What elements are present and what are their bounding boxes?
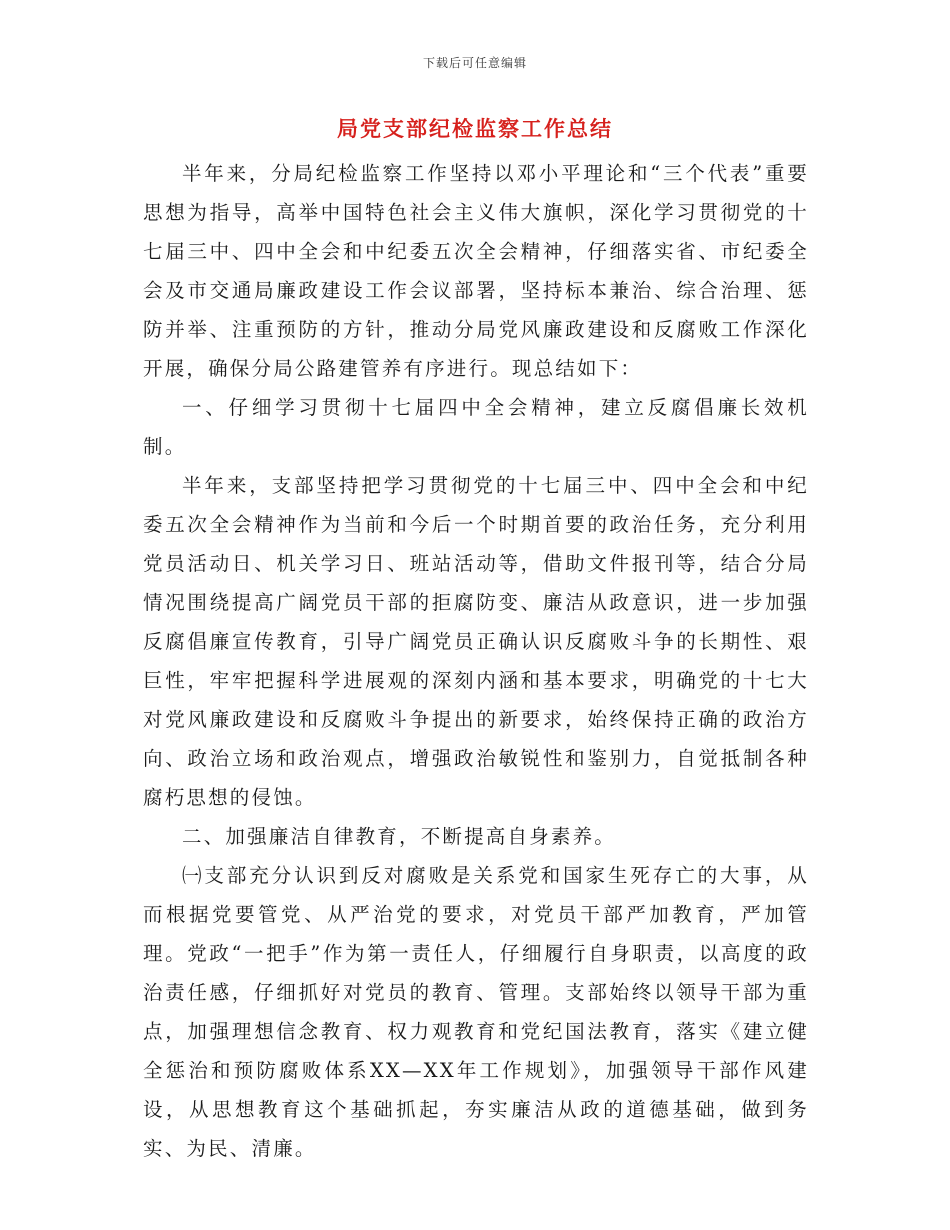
document-body: [143, 154, 809, 1168]
paragraph-section-1: 半年来，支部坚持把学习贯彻党的十七届三中、四中全会和中纪委五次全会精神作为当前和今后一个时期首要的政治任务，充分利用党员活动日、机关学习日、班站活动等，借助文件报刊等，结合分局情况围绕提高广阔党员干部的拒腐防变、廉洁从政意识，进一步加强反腐倡廉宣传教育，引导广阔党员正确认识反腐败斗争的长期性、艰巨性，牢牢把握科学进展观的深刻内涵和基本要求，明确党的十七大对党风廉政建设和反腐败斗争提出的新要求，始终保持正确的政治方向、政治立场和政治观点，增强政治敏锐性和鉴别力，自觉抵制各种腐朽思想的侵蚀。: [143, 474, 809, 809]
section-heading-2: 二、加强廉洁自律教育，不断提高自身素养。: [182, 825, 617, 848]
paragraph-section-2-item-1: ㈠支部充分认识到反对腐败是关系党和国家生死存亡的大事，从而根据党要管党、从严治党的要求，对党员干部严加教育，严加管理。党政“一把手”作为第一责任人，仔细履行自身职责，以高度的政治责任感，仔细抓好对党员的教育、管理。支部始终以领导干部为重点，加强理想信念教育、权力观教育和党纪国法教育，落实《建立健全惩治和预防腐败体系XX—XX年工作规划》，加强领导干部作风建设，从思想教育这个基础抓起，夯实廉洁从政的道德基础，做到务实、为民、清廉。: [143, 864, 809, 1160]
document-title: 局党支部纪检监察工作总结: [337, 117, 613, 141]
section-heading-1: 一、仔细学习贯彻十七届四中全会精神，建立反腐倡廉长效机制。: [143, 396, 809, 458]
header-note: 下载后可任意编辑: [422, 56, 527, 70]
paragraph-intro: 半年来，分局纪检监察工作坚持以邓小平理论和“三个代表”重要思想为指导，高举中国特色社会主义伟大旗帜，深化学习贯彻党的十七届三中、四中全会和中纪委五次全会精神，仔细落实省、市纪委全会及市交通局廉政建设工作会议部署，坚持标本兼治、综合治理、惩防并举、注重预防的方针，推动分局党风廉政建设和反腐败工作深化开展，确保分局公路建管养有序进行。现总结如下：: [143, 162, 809, 380]
